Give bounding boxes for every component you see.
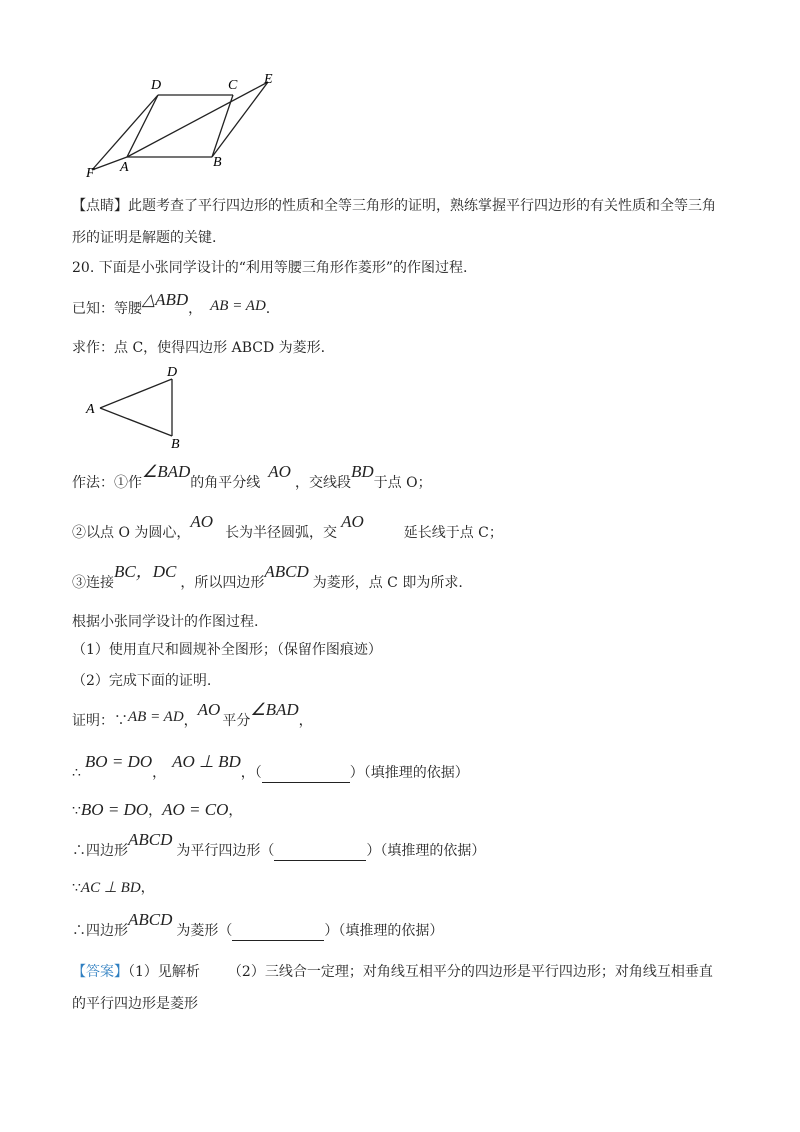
proof-l2-m1: BO = DO <box>84 752 153 771</box>
step1 <box>72 462 432 493</box>
proof-l3-m2: AO = CO <box>162 800 229 819</box>
proof-l2-m2: AO ⊥ BD <box>172 752 241 771</box>
given-end: . <box>265 301 271 317</box>
step2-ao2: AO <box>341 512 364 531</box>
label-A: A <box>120 160 129 175</box>
label-B: B <box>171 437 180 452</box>
answer-part1: （1）见解析 <box>128 964 200 980</box>
label-C: C <box>228 78 238 93</box>
proof-l4-m1: ABCD <box>128 830 173 849</box>
proof-l1-m1: AB = AD <box>128 709 184 725</box>
given-line <box>72 290 271 319</box>
figure-triangle <box>82 362 192 452</box>
proof-l3-c: ， <box>228 803 243 819</box>
step3-b: ，所以四边形 <box>180 575 265 591</box>
reason-blank-2[interactable] <box>274 846 366 861</box>
proof-l5-a: ∵ <box>72 880 81 896</box>
step1-b: 的角平分线 <box>190 475 261 491</box>
step1-angle: ∠BAD <box>142 462 191 481</box>
proof-l4-a: ∴四边形 <box>72 843 128 859</box>
proof-l1-m3: ∠BAD <box>250 700 299 719</box>
proof-l6-c: ）（填推理的依据） <box>324 923 444 939</box>
proof-line5 <box>72 878 155 898</box>
comment-line1 <box>72 196 716 216</box>
answer-line1 <box>72 962 713 982</box>
step3 <box>72 562 463 593</box>
step2 <box>72 512 503 543</box>
given-equation: AB = AD <box>210 298 266 314</box>
step1-ao: AO <box>268 462 291 481</box>
reason-blank-1[interactable] <box>262 768 350 783</box>
proof-l5-b: ， <box>140 880 155 896</box>
step1-c: ，交线段 <box>294 475 351 491</box>
proof-line1 <box>72 700 313 731</box>
answer-tag: 【答案】 <box>72 964 128 980</box>
step3-a: ③连接 <box>72 575 114 591</box>
problem-number: 20. <box>72 260 95 276</box>
proof-line3 <box>72 800 242 821</box>
comment-line2: 形的证明是解题的关键. <box>72 230 217 246</box>
answer-part2: （2）三线合一定理；对角线互相平分的四边形是平行四边形；对角线互相垂直 <box>227 964 713 980</box>
step2-a: ②以点 O 为圆心， <box>72 525 191 541</box>
step1-a: 作法：①作 <box>72 475 142 491</box>
proof-l2-a: ∴ <box>72 765 81 781</box>
comment-tag: 【点睛】 <box>72 198 128 214</box>
step1-bd: BD <box>350 462 374 481</box>
proof-l5-m1: AC ⊥ BD <box>80 880 141 896</box>
step3-abcd: ABCD <box>264 562 309 581</box>
proof-l4-b: 为平行四边形（ <box>176 843 275 859</box>
answer-line2: 的平行四边形是菱形 <box>72 996 198 1012</box>
step3-bcdc: BC，DC <box>114 562 177 581</box>
proof-l2-d: ）（填推理的依据） <box>349 765 469 781</box>
problem-intro-text: 下面是小张同学设计的“利用等腰三角形作菱形”的作图过程. <box>98 260 468 276</box>
proof-l3-b: ， <box>148 803 163 819</box>
proof-l1-d: ， <box>298 713 313 729</box>
proof-l1-c: 平分 <box>222 713 251 729</box>
proof-l2-b: ， <box>152 765 167 781</box>
comment-text: 此题考查了平行四边形的性质和全等三角形的证明，熟练掌握平行四边形的有关性质和全等三角 <box>128 198 716 214</box>
step2-b: 长为半径圆弧，交 <box>225 525 338 541</box>
proof-line6 <box>72 910 444 941</box>
given-comma: ， <box>188 301 203 317</box>
proof-l3-m1: BO = DO <box>80 800 149 819</box>
proof-l1-a: 证明：∵ <box>72 713 128 729</box>
proof-l2-c: ，（ <box>240 765 262 781</box>
step3-c: 为菱形，点 C 即为所求. <box>312 575 463 591</box>
proof-line4 <box>72 830 486 861</box>
reason-blank-3[interactable] <box>232 926 324 941</box>
label-D: D <box>151 78 162 93</box>
proof-l3-a: ∵ <box>72 803 81 819</box>
proof-l6-b: 为菱形（ <box>176 923 233 939</box>
question-1: （1）使用直尺和圆规补全图形；（保留作图痕迹） <box>72 642 382 658</box>
proof-l1-b: ， <box>183 713 198 729</box>
step2-c: 延长线于点 C； <box>403 525 503 541</box>
given-label: 已知：等腰 <box>72 301 142 317</box>
figure-parallelogram <box>80 70 280 180</box>
proof-l4-c: ）（填推理的依据） <box>366 843 486 859</box>
proof-line2 <box>72 752 469 783</box>
per-line: 根据小张同学设计的作图过程. <box>72 614 259 630</box>
label-A: A <box>86 402 95 417</box>
step2-ao1: AO <box>190 512 214 531</box>
proof-l6-m1: ABCD <box>128 910 173 929</box>
proof-l1-m2: AO <box>197 700 221 719</box>
given-triangle: △ABD <box>142 290 189 309</box>
seek-line: 求作：点 C，使得四边形 ABCD 为菱形. <box>72 340 326 356</box>
proof-l6-a: ∴四边形 <box>72 923 128 939</box>
step1-d: 于点 O； <box>373 475 432 491</box>
label-B: B <box>213 155 222 170</box>
label-E: E <box>264 72 273 87</box>
problem-intro <box>72 258 467 278</box>
question-2: （2）完成下面的证明. <box>72 673 212 689</box>
label-D: D <box>167 365 178 380</box>
label-F: F <box>86 166 95 180</box>
